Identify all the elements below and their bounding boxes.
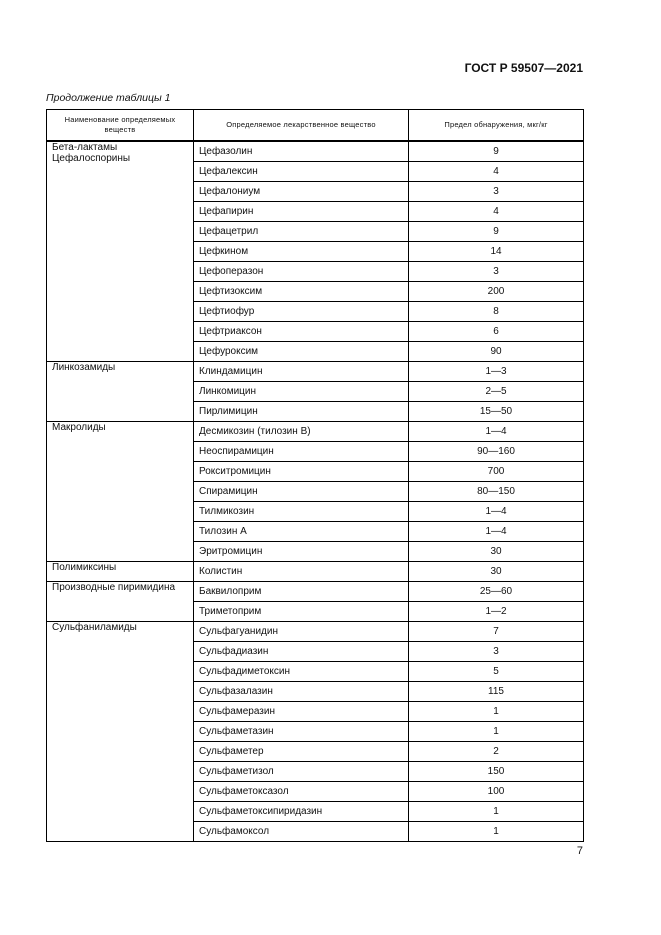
- drug-name-cell: Цефтриаксон: [194, 322, 409, 342]
- detection-limit-cell: 1: [409, 722, 584, 742]
- table-row: [47, 582, 584, 602]
- detection-limit-cell: 1: [409, 822, 584, 842]
- drug-name-cell: Триметоприм: [194, 602, 409, 622]
- table-row: [47, 141, 584, 162]
- detection-limit-cell: 1—4: [409, 502, 584, 522]
- drug-name-cell: Сульфамеразин: [194, 702, 409, 722]
- detection-limit-cell: 9: [409, 141, 584, 162]
- detection-limit-cell: 30: [409, 542, 584, 562]
- substance-group-cell: Макролиды: [47, 422, 194, 562]
- detection-limit-cell: 1—3: [409, 362, 584, 382]
- detection-limit-cell: 115: [409, 682, 584, 702]
- drug-name-cell: Цефапирин: [194, 202, 409, 222]
- table-row: [47, 562, 584, 582]
- detection-limit-cell: 7: [409, 622, 584, 642]
- drug-name-cell: Тилозин А: [194, 522, 409, 542]
- drug-name-cell: Сульфазалазин: [194, 682, 409, 702]
- drug-name-cell: Сульфамоксол: [194, 822, 409, 842]
- drug-name-cell: Сульфаметизол: [194, 762, 409, 782]
- detection-limit-cell: 1—2: [409, 602, 584, 622]
- drug-name-cell: Сульфаметазин: [194, 722, 409, 742]
- detection-limit-cell: 6: [409, 322, 584, 342]
- detection-limit-cell: 8: [409, 302, 584, 322]
- drug-name-cell: Пирлимицин: [194, 402, 409, 422]
- drug-name-cell: Спирамицин: [194, 482, 409, 502]
- detection-limit-cell: 4: [409, 202, 584, 222]
- drug-name-cell: Неоспирамицин: [194, 442, 409, 462]
- detection-limit-cell: 90—160: [409, 442, 584, 462]
- detection-limit-cell: 1—4: [409, 522, 584, 542]
- table-header-row: [47, 110, 584, 142]
- drug-name-cell: Цефкином: [194, 242, 409, 262]
- drug-name-cell: Сульфадиметоксин: [194, 662, 409, 682]
- detection-limit-cell: 1: [409, 702, 584, 722]
- substance-group-cell: Бета-лактамы Цефалоспорины: [47, 141, 194, 362]
- drug-name-cell: Сульфаметер: [194, 742, 409, 762]
- drug-name-cell: Цефуроксим: [194, 342, 409, 362]
- drug-name-cell: Цефалониум: [194, 182, 409, 202]
- substance-group-cell: Сульфаниламиды: [47, 622, 194, 842]
- detection-limit-cell: 3: [409, 262, 584, 282]
- column-header-drug: Определяемое лекарственное вещество: [194, 110, 409, 142]
- drug-name-cell: Колистин: [194, 562, 409, 582]
- drug-name-cell: Цефоперазон: [194, 262, 409, 282]
- drug-name-cell: Сульфаметоксазол: [194, 782, 409, 802]
- detection-limit-cell: 9: [409, 222, 584, 242]
- drug-name-cell: Клиндамицин: [194, 362, 409, 382]
- detection-limit-cell: 25—60: [409, 582, 584, 602]
- table-body: [47, 141, 584, 842]
- detection-limit-cell: 1—4: [409, 422, 584, 442]
- detection-limit-cell: 1: [409, 802, 584, 822]
- detection-limit-cell: 5: [409, 662, 584, 682]
- column-header-group: Наименование определяемых веществ: [47, 110, 194, 142]
- detection-limit-cell: 4: [409, 162, 584, 182]
- drug-name-cell: Сульфагуанидин: [194, 622, 409, 642]
- drug-name-cell: Эритромицин: [194, 542, 409, 562]
- drug-name-cell: Цефацетрил: [194, 222, 409, 242]
- drug-name-cell: Десмикозин (тилозин В): [194, 422, 409, 442]
- detection-limits-table: [46, 109, 584, 842]
- drug-name-cell: Цефтизоксим: [194, 282, 409, 302]
- detection-limit-cell: 100: [409, 782, 584, 802]
- substance-group-cell: Полимиксины: [47, 562, 194, 582]
- drug-name-cell: Цефтиофур: [194, 302, 409, 322]
- drug-name-cell: Тилмикозин: [194, 502, 409, 522]
- drug-name-cell: Цефазолин: [194, 141, 409, 162]
- drug-name-cell: Баквилоприм: [194, 582, 409, 602]
- table-row: [47, 622, 584, 642]
- detection-limit-cell: 2—5: [409, 382, 584, 402]
- drug-name-cell: Сульфаметоксипиридазин: [194, 802, 409, 822]
- drug-name-cell: Рокситромицин: [194, 462, 409, 482]
- detection-limit-cell: 14: [409, 242, 584, 262]
- detection-limit-cell: 2: [409, 742, 584, 762]
- substance-group-cell: Производные пиримидина: [47, 582, 194, 622]
- column-header-limit: Предел обнаружения, мкг/кг: [409, 110, 584, 142]
- detection-limit-cell: 80—150: [409, 482, 584, 502]
- substance-group-cell: Линкозамиды: [47, 362, 194, 422]
- table-row: [47, 422, 584, 442]
- detection-limit-cell: 150: [409, 762, 584, 782]
- detection-limit-cell: 15—50: [409, 402, 584, 422]
- drug-name-cell: Линкомицин: [194, 382, 409, 402]
- detection-limit-cell: 30: [409, 562, 584, 582]
- detection-limit-cell: 90: [409, 342, 584, 362]
- table-caption: Продолжение таблицы 1: [46, 92, 171, 104]
- drug-name-cell: Сульфадиазин: [194, 642, 409, 662]
- detection-limit-cell: 3: [409, 642, 584, 662]
- document-header: ГОСТ Р 59507—2021: [464, 61, 583, 75]
- page-number: 7: [576, 845, 583, 857]
- detection-limit-cell: 3: [409, 182, 584, 202]
- drug-name-cell: Цефалексин: [194, 162, 409, 182]
- detection-limit-cell: 200: [409, 282, 584, 302]
- table-row: [47, 362, 584, 382]
- detection-limit-cell: 700: [409, 462, 584, 482]
